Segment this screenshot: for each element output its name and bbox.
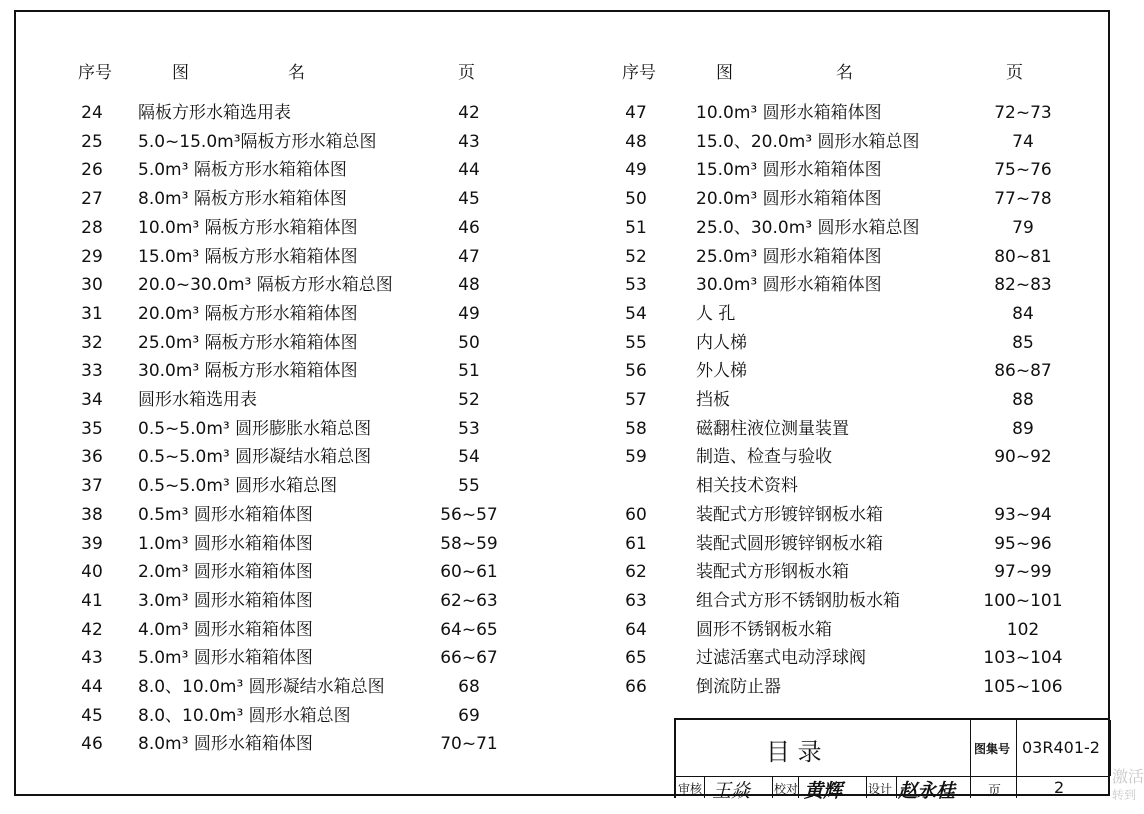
watermark-line2: 转到	[1112, 788, 1137, 802]
toc-row-name: 15.0m³ 圆形水箱箱体图	[696, 160, 882, 181]
toc-row-page: 79	[1012, 217, 1034, 238]
toc-row-number: 55	[625, 332, 647, 353]
toc-row-page: 69	[458, 705, 480, 726]
title-block-vline	[1110, 720, 1111, 776]
toc-row-number: 66	[625, 677, 647, 697]
toc-row-page: 77~78	[994, 189, 1052, 210]
toc-row-page: 68	[458, 677, 480, 697]
toc-row-page: 51	[458, 361, 480, 382]
toc-row-page: 58~59	[440, 533, 498, 554]
title-block-vline	[896, 776, 897, 798]
title-block	[674, 718, 1110, 802]
check-signature: 黄辉	[804, 780, 843, 802]
toc-row-name: 相关技术资料	[696, 476, 798, 497]
sheet-title: 目 录	[766, 738, 822, 766]
toc-row-number: 24	[81, 103, 103, 123]
toc-row-page: 56~57	[440, 504, 498, 525]
toc-row-name: 30.0m³ 隔板方形水箱箱体图	[138, 361, 358, 382]
toc-row-page: 82~83	[994, 275, 1052, 296]
toc-row-number: 34	[81, 390, 103, 410]
toc-row-name: 10.0m³ 圆形水箱箱体图	[696, 103, 882, 123]
toc-row-name: 20.0m³ 隔板方形水箱箱体图	[138, 303, 358, 324]
toc-row-page: 45	[458, 189, 480, 210]
toc-row-number: 42	[81, 619, 103, 640]
header-name-2-right: 名	[836, 63, 853, 83]
toc-row-page: 72~73	[994, 103, 1052, 123]
header-name-2-left: 名	[288, 63, 305, 83]
toc-row-name: 1.0m³ 圆形水箱箱体图	[138, 533, 313, 554]
header-name-1-left: 图	[172, 63, 189, 83]
toc-row-number: 49	[625, 160, 647, 181]
toc-row-number: 59	[625, 447, 647, 468]
toc-row-number: 38	[81, 504, 103, 525]
toc-row-number: 53	[625, 275, 647, 296]
toc-row-page: 47	[458, 246, 480, 267]
toc-row-number: 37	[81, 476, 103, 497]
toc-row-page: 64~65	[440, 619, 498, 640]
toc-row-name: 8.0、10.0m³ 圆形凝结水箱总图	[138, 677, 385, 697]
toc-row-page: 90~92	[994, 447, 1052, 468]
toc-row-number: 47	[625, 103, 647, 123]
title-block-vline	[1016, 720, 1017, 798]
toc-row-number: 63	[625, 590, 647, 611]
toc-row-name: 20.0m³ 圆形水箱箱体图	[696, 189, 882, 210]
toc-row-name: 0.5m³ 圆形水箱箱体图	[138, 504, 313, 525]
header-page-right: 页	[1006, 63, 1023, 83]
title-block-vline	[704, 776, 705, 798]
toc-row-number: 45	[81, 705, 103, 726]
toc-row-number: 44	[81, 677, 103, 697]
toc-row-name: 装配式方形钢板水箱	[696, 562, 849, 583]
toc-row-page: 93~94	[994, 504, 1052, 525]
header-no-left: 序号	[78, 63, 112, 83]
toc-row-number: 30	[81, 275, 103, 296]
toc-row-page: 53	[458, 418, 480, 439]
toc-row-number: 56	[625, 361, 647, 382]
toc-row-number: 29	[81, 246, 103, 267]
toc-row-page: 62~63	[440, 590, 498, 611]
toc-row-page: 74	[1012, 131, 1034, 152]
toc-row-number: 33	[81, 361, 103, 382]
toc-row-name: 8.0m³ 隔板方形水箱箱体图	[138, 189, 347, 210]
toc-row-page: 97~99	[994, 562, 1052, 583]
toc-row-number: 36	[81, 447, 103, 468]
toc-row-page: 70~71	[440, 734, 498, 755]
toc-row-name: 组合式方形不锈钢肋板水箱	[696, 590, 900, 611]
title-block-vline	[866, 776, 867, 798]
toc-row-number: 39	[81, 533, 103, 554]
toc-row-page: 46	[458, 217, 480, 238]
toc-row-name: 25.0、30.0m³ 圆形水箱总图	[696, 217, 920, 238]
toc-row-number: 25	[81, 131, 103, 152]
toc-row-number: 35	[81, 418, 103, 439]
toc-row-name: 圆形不锈钢板水箱	[696, 619, 832, 640]
toc-row-name: 30.0m³ 圆形水箱箱体图	[696, 275, 882, 296]
toc-row-page: 95~96	[994, 533, 1052, 554]
toc-row-page: 84	[1012, 303, 1034, 324]
toc-row-name: 装配式圆形镀锌钢板水箱	[696, 533, 883, 554]
toc-row-page: 42	[458, 103, 480, 123]
page-number: 2	[1054, 778, 1065, 797]
toc-row-number: 57	[625, 390, 647, 410]
toc-row-number: 51	[625, 217, 647, 238]
page-label: 页	[988, 784, 1002, 799]
toc-row-name: 外人梯	[696, 361, 747, 382]
toc-row-name: 20.0~30.0m³ 隔板方形水箱总图	[138, 275, 393, 296]
toc-row-number: 62	[625, 562, 647, 583]
toc-row-name: 15.0、20.0m³ 圆形水箱总图	[696, 131, 920, 152]
toc-row-page: 86~87	[994, 361, 1052, 382]
toc-row-name: 磁翻柱液位测量装置	[696, 418, 849, 439]
toc-row-page: 52	[458, 390, 480, 410]
toc-row-name: 25.0m³ 圆形水箱箱体图	[696, 246, 882, 267]
toc-row-name: 0.5~5.0m³ 圆形凝结水箱总图	[138, 447, 372, 468]
toc-row-name: 10.0m³ 隔板方形水箱箱体图	[138, 217, 358, 238]
toc-row-page: 75~76	[994, 160, 1052, 181]
toc-row-number: 58	[625, 418, 647, 439]
header-page-left: 页	[458, 63, 475, 83]
toc-row-number: 52	[625, 246, 647, 267]
toc-row-page: 50	[458, 332, 480, 353]
toc-row-number: 41	[81, 590, 103, 611]
title-block-vline	[772, 776, 773, 798]
toc-row-name: 2.0m³ 圆形水箱箱体图	[138, 562, 313, 583]
atlas-no: 03R401-2	[1022, 738, 1100, 757]
toc-row-name: 5.0m³ 隔板方形水箱箱体图	[138, 160, 347, 181]
toc-row-name: 圆形水箱选用表	[138, 390, 257, 410]
toc-row-page: 55	[458, 476, 480, 497]
toc-row-name: 4.0m³ 圆形水箱箱体图	[138, 619, 313, 640]
title-block-vline	[970, 720, 971, 798]
toc-row-name: 3.0m³ 圆形水箱箱体图	[138, 590, 313, 611]
toc-row-page: 80~81	[994, 246, 1052, 267]
toc-row-page: 103~104	[983, 648, 1063, 669]
toc-row-page: 85	[1012, 332, 1034, 353]
toc-row-page: 89	[1012, 418, 1034, 439]
toc-row-number: 32	[81, 332, 103, 353]
review-signature: 王焱	[712, 780, 751, 802]
toc-row-page: 66~67	[440, 648, 498, 669]
toc-row-number: 43	[81, 648, 103, 669]
design-label: 设计	[868, 782, 893, 796]
header-no-right: 序号	[622, 63, 656, 83]
watermark-line1: 激活	[1112, 767, 1144, 786]
toc-row-page: 102	[1006, 619, 1040, 640]
toc-row-name: 5.0~15.0m³隔板方形水箱总图	[138, 131, 377, 152]
toc-row-name: 挡板	[696, 390, 730, 410]
title-block-vline	[798, 776, 799, 798]
toc-row-page: 48	[458, 275, 480, 296]
atlas-no-label: 图集号	[974, 742, 1011, 756]
toc-row-name: 8.0m³ 圆形水箱箱体图	[138, 734, 313, 755]
toc-row-name: 装配式方形镀锌钢板水箱	[696, 504, 883, 525]
toc-row-page: 49	[458, 303, 480, 324]
review-label: 审核	[678, 782, 703, 796]
toc-row-number: 28	[81, 217, 103, 238]
toc-row-page: 54	[458, 447, 480, 468]
toc-row-name: 25.0m³ 隔板方形水箱箱体图	[138, 332, 358, 353]
toc-row-page: 105~106	[983, 677, 1063, 697]
toc-row-page: 100~101	[983, 590, 1063, 611]
toc-row-name: 制造、检查与验收	[696, 447, 832, 468]
toc-row-number: 26	[81, 160, 103, 181]
toc-row-number: 60	[625, 504, 647, 525]
toc-row-number: 46	[81, 734, 103, 755]
toc-row-name: 过滤活塞式电动浮球阀	[696, 648, 866, 669]
toc-row-page: 60~61	[440, 562, 498, 583]
toc-row-name: 隔板方形水箱选用表	[138, 103, 291, 123]
header-name-1-right: 图	[716, 63, 733, 83]
toc-row-number: 40	[81, 562, 103, 583]
toc-row-name: 15.0m³ 隔板方形水箱箱体图	[138, 246, 358, 267]
toc-row-name: 倒流防止器	[696, 677, 781, 697]
toc-row-number: 54	[625, 303, 647, 324]
toc-row-number: 27	[81, 189, 103, 210]
toc-row-name: 人 孔	[696, 303, 736, 324]
toc-row-number: 50	[625, 189, 647, 210]
design-signature: 赵永桂	[898, 780, 956, 802]
toc-row-name: 5.0m³ 圆形水箱箱体图	[138, 648, 313, 669]
toc-row-name: 0.5~5.0m³ 圆形水箱总图	[138, 476, 338, 497]
toc-row-page: 43	[458, 131, 480, 152]
toc-row-number: 64	[625, 619, 647, 640]
toc-row-name: 0.5~5.0m³ 圆形膨胀水箱总图	[138, 418, 372, 439]
toc-row-number: 31	[81, 303, 103, 324]
toc-row-page: 88	[1012, 390, 1034, 410]
toc-row-name: 内人梯	[696, 332, 747, 353]
toc-row-page: 44	[458, 160, 480, 181]
check-label: 校对	[774, 782, 799, 796]
toc-row-name: 8.0、10.0m³ 圆形水箱总图	[138, 705, 351, 726]
toc-row-number: 65	[625, 648, 647, 669]
toc-row-number: 61	[625, 533, 647, 554]
toc-row-number: 48	[625, 131, 647, 152]
